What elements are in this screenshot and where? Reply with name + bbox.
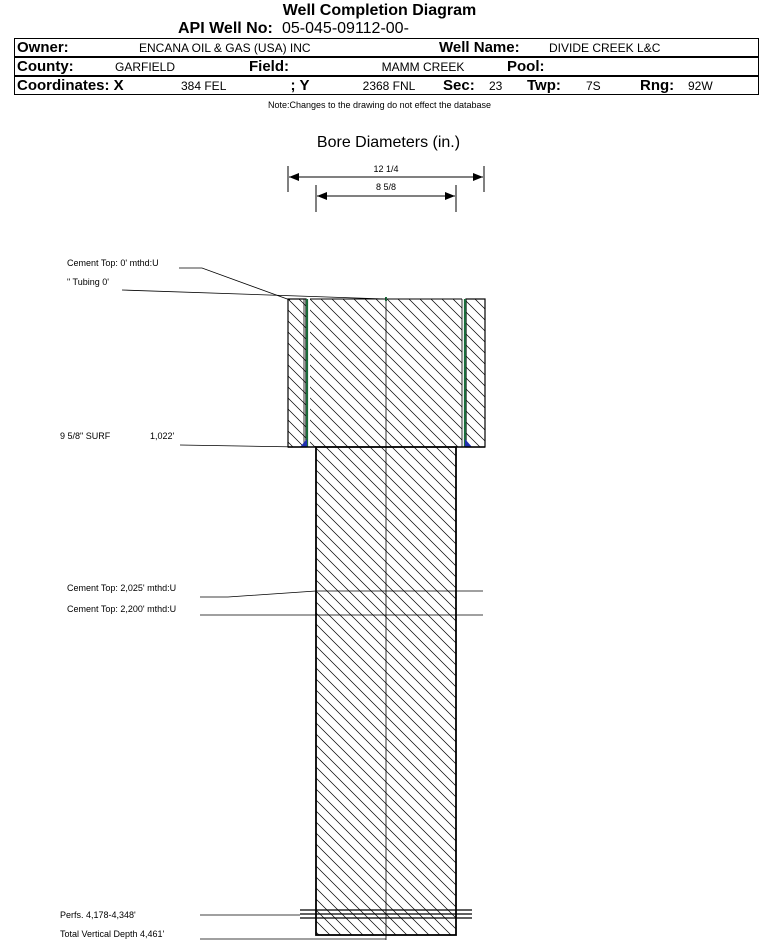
sec-label: Sec:	[441, 77, 487, 95]
coord-y-label: ; Y	[263, 77, 337, 95]
diagram-title: Well Completion Diagram	[282, 2, 477, 19]
field-label: Field:	[247, 58, 341, 76]
bore-diameters-title: Bore Diameters (in.)	[316, 134, 461, 151]
sec-value: 23	[487, 77, 525, 95]
well-name-label: Well Name:	[437, 39, 547, 57]
surf-depth-label: 1,022'	[150, 431, 175, 441]
tubing-label: " Tubing 0'	[67, 277, 109, 287]
cement-top-2025-label: Cement Top: 2,025' mthd:U	[67, 583, 177, 593]
coord-x-value: 384 FEL	[179, 77, 263, 95]
database-note: Note:Changes to the drawing do not effect the database	[268, 100, 491, 110]
tvd-label: Total Vertical Depth 4,461'	[60, 929, 165, 939]
perfs-label: Perfs. 4,178-4,348'	[60, 910, 136, 920]
twp-value: 7S	[584, 77, 638, 95]
surface-annulus-right	[466, 299, 485, 447]
leader-tubing	[122, 290, 386, 299]
outer-diameter-label: 12 1/4	[373, 164, 399, 174]
surf-casing-label: 9 5/8" SURF	[60, 431, 111, 441]
cement-top-2200-label: Cement Top: 2,200' mthd:U	[67, 604, 177, 614]
owner-label: Owner:	[15, 39, 138, 57]
county-label: County:	[15, 58, 114, 76]
leader-cement-top-2025	[200, 591, 316, 597]
pool-label: Pool:	[505, 58, 559, 76]
field-value: MAMM CREEK	[341, 58, 505, 76]
county-value: GARFIELD	[113, 58, 247, 76]
twp-label: Twp:	[525, 77, 584, 95]
cement-top-0-label: Cement Top: 0' mthd:U	[67, 258, 159, 268]
inner-diameter-label: 8 5/8	[375, 182, 397, 192]
well-name-value: DIVIDE CREEK L&C	[547, 39, 759, 57]
owner-value: ENCANA OIL & GAS (USA) INC	[137, 39, 437, 57]
coord-x-label: Coordinates: X	[15, 77, 180, 95]
rng-label: Rng:	[638, 77, 686, 95]
rng-value: 92W	[686, 77, 759, 95]
api-label: API Well No:	[178, 20, 273, 37]
bore-dimensions	[288, 164, 484, 212]
leader-surf-casing	[180, 445, 300, 447]
surface-annulus-left	[288, 299, 306, 447]
api-value: 05-045-09112-00-	[282, 20, 409, 37]
production-hole	[310, 297, 462, 940]
coord-y-value: 2368 FNL	[337, 77, 441, 95]
